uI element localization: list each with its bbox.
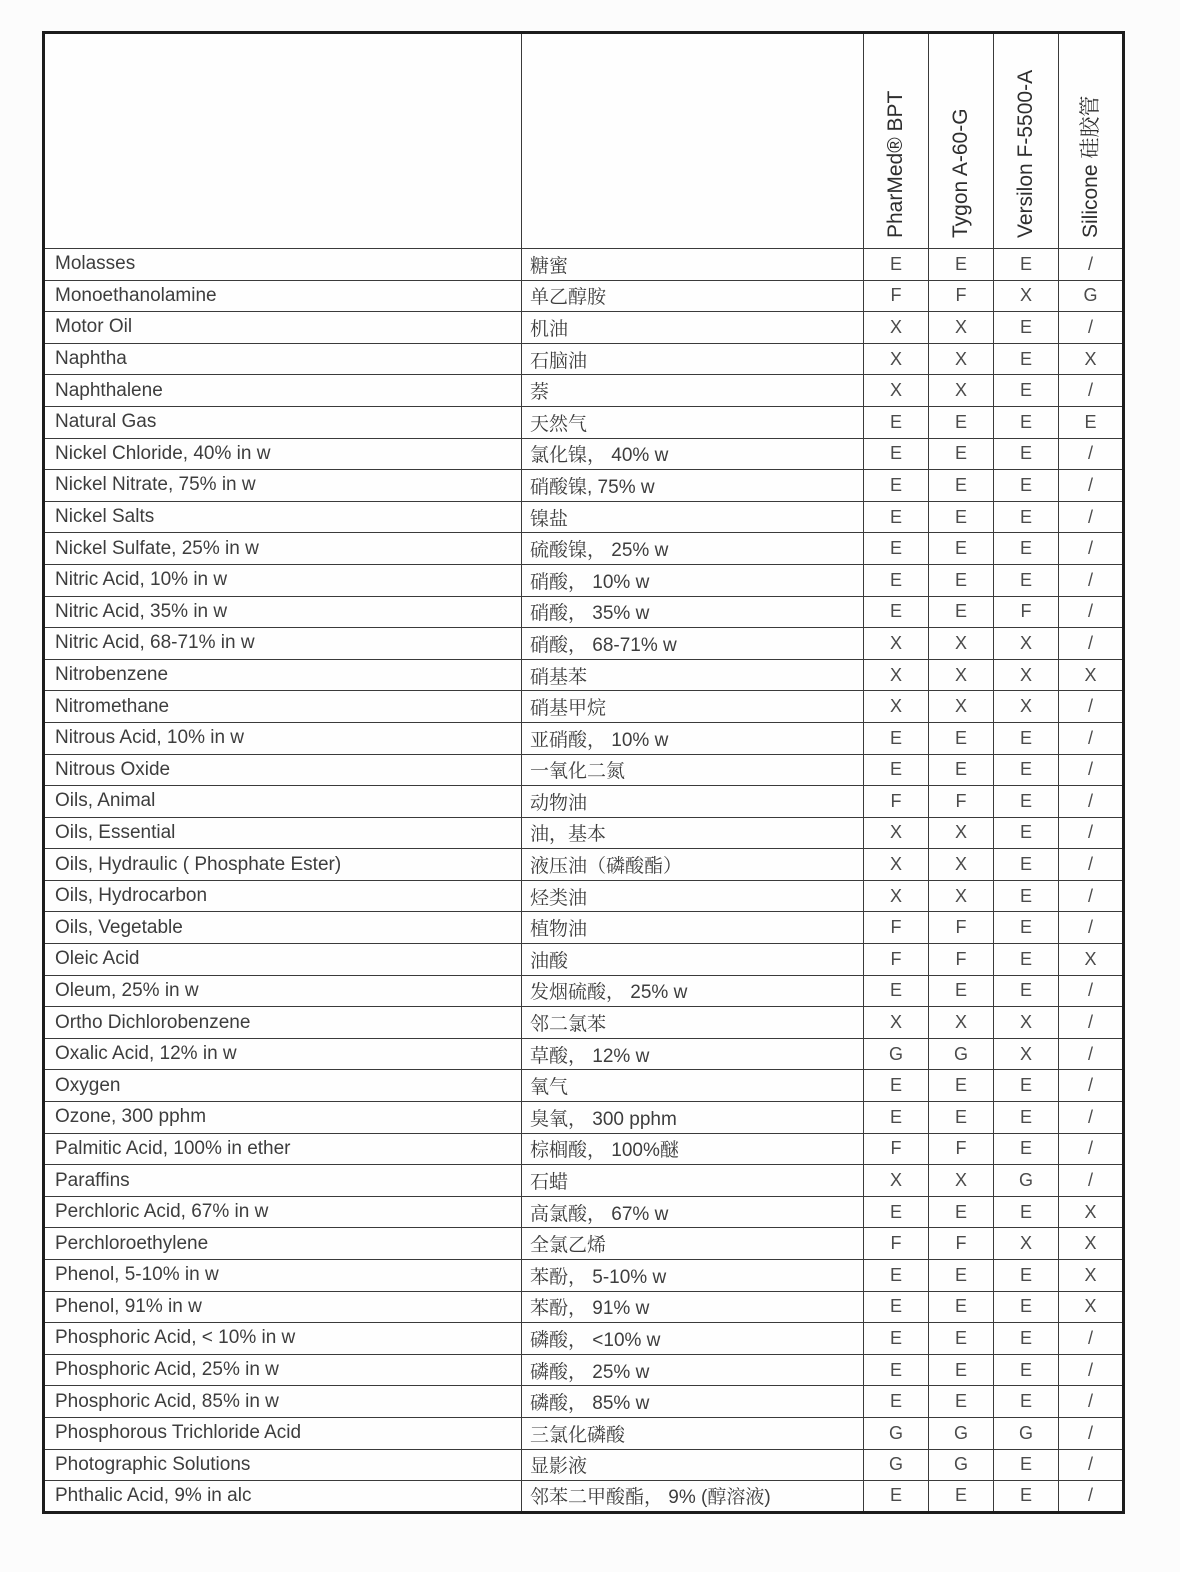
chemical-name-en: Phthalic Acid, 9% in alc <box>44 1481 522 1513</box>
rating-versilon-f-5500-a: G <box>994 1165 1059 1197</box>
chemical-name-zh: 邻苯二甲酸酯， 9% (醇溶液) <box>522 1481 864 1513</box>
chemical-name-zh: 磷酸， <10% w <box>522 1323 864 1355</box>
header-chemical-name-en <box>44 33 522 249</box>
chemical-name-zh: 液压油（磷酸酯） <box>522 849 864 881</box>
chemical-name-zh: 三氯化磷酸 <box>522 1417 864 1449</box>
rating-silicone: / <box>1059 1354 1124 1386</box>
chemical-name-zh: 邻二氯苯 <box>522 1007 864 1039</box>
rating-versilon-f-5500-a: E <box>994 1102 1059 1134</box>
rating-tygon-a-60-g: E <box>929 1481 994 1513</box>
header-material-pharmed-bpt <box>864 33 929 249</box>
rating-pharmed-bpt: X <box>864 880 929 912</box>
rating-pharmed-bpt: F <box>864 1133 929 1165</box>
rating-tygon-a-60-g: E <box>929 470 994 502</box>
chemical-name-zh: 磷酸， 25% w <box>522 1354 864 1386</box>
chemical-name-en: Phosphoric Acid, 25% in w <box>44 1354 522 1386</box>
chemical-name-zh: 镍盐 <box>522 501 864 533</box>
rating-silicone: G <box>1059 280 1124 312</box>
chemical-name-zh: 石脑油 <box>522 343 864 375</box>
rating-pharmed-bpt: E <box>864 1481 929 1513</box>
rating-silicone: / <box>1059 1007 1124 1039</box>
chemical-name-en: Nickel Salts <box>44 501 522 533</box>
rating-versilon-f-5500-a: E <box>994 1354 1059 1386</box>
chemical-name-en: Nitric Acid, 35% in w <box>44 596 522 628</box>
column-label: Tygon A-60-G <box>949 108 972 238</box>
chemical-name-zh: 一氧化二氮 <box>522 754 864 786</box>
rating-versilon-f-5500-a: E <box>994 975 1059 1007</box>
rating-versilon-f-5500-a: E <box>994 438 1059 470</box>
rating-versilon-f-5500-a: E <box>994 1449 1059 1481</box>
rating-silicone: X <box>1059 1291 1124 1323</box>
chemical-name-en: Motor Oil <box>44 312 522 344</box>
rating-pharmed-bpt: E <box>864 1386 929 1418</box>
rating-versilon-f-5500-a: E <box>994 786 1059 818</box>
rating-tygon-a-60-g: G <box>929 1449 994 1481</box>
chemical-name-zh: 动物油 <box>522 786 864 818</box>
rating-pharmed-bpt: E <box>864 470 929 502</box>
rating-pharmed-bpt: X <box>864 1165 929 1197</box>
chemical-name-en: Oils, Animal <box>44 786 522 818</box>
rating-versilon-f-5500-a: X <box>994 1228 1059 1260</box>
chemical-name-zh: 植物油 <box>522 912 864 944</box>
rating-pharmed-bpt: E <box>864 438 929 470</box>
table-row <box>44 343 1124 375</box>
rating-tygon-a-60-g: X <box>929 849 994 881</box>
chemical-name-zh: 氯化镍， 40% w <box>522 438 864 470</box>
rating-versilon-f-5500-a: E <box>994 1196 1059 1228</box>
table-row <box>44 1260 1124 1292</box>
rating-tygon-a-60-g: E <box>929 501 994 533</box>
rating-versilon-f-5500-a: G <box>994 1417 1059 1449</box>
rating-versilon-f-5500-a: E <box>994 406 1059 438</box>
header-material-tygon-a-60-g <box>929 33 994 249</box>
rating-pharmed-bpt: E <box>864 596 929 628</box>
chemical-name-zh: 硝酸， 68-71% w <box>522 628 864 660</box>
table-row <box>44 1228 1124 1260</box>
table-row <box>44 1386 1124 1418</box>
rating-pharmed-bpt: F <box>864 912 929 944</box>
chemical-compatibility-table <box>42 31 1125 1514</box>
chemical-name-en: Nitric Acid, 10% in w <box>44 564 522 596</box>
rating-versilon-f-5500-a: X <box>994 1038 1059 1070</box>
table-row <box>44 912 1124 944</box>
rating-silicone: / <box>1059 596 1124 628</box>
rating-versilon-f-5500-a: E <box>994 343 1059 375</box>
rating-silicone: / <box>1059 1323 1124 1355</box>
rating-versilon-f-5500-a: E <box>994 1386 1059 1418</box>
rating-pharmed-bpt: E <box>864 406 929 438</box>
rating-tygon-a-60-g: X <box>929 659 994 691</box>
rating-silicone: / <box>1059 754 1124 786</box>
rating-pharmed-bpt: E <box>864 1102 929 1134</box>
rating-pharmed-bpt: G <box>864 1449 929 1481</box>
rating-pharmed-bpt: G <box>864 1417 929 1449</box>
rating-silicone: / <box>1059 533 1124 565</box>
rating-silicone: / <box>1059 312 1124 344</box>
rating-pharmed-bpt: F <box>864 1228 929 1260</box>
chemical-name-en: Phosphoric Acid, 85% in w <box>44 1386 522 1418</box>
rating-versilon-f-5500-a: E <box>994 1291 1059 1323</box>
rating-pharmed-bpt: E <box>864 1354 929 1386</box>
rating-pharmed-bpt: E <box>864 249 929 281</box>
rating-versilon-f-5500-a: E <box>994 849 1059 881</box>
table-row <box>44 1070 1124 1102</box>
rating-tygon-a-60-g: E <box>929 1070 994 1102</box>
column-label: Silicone 硅胶管 <box>1078 95 1102 238</box>
rating-pharmed-bpt: X <box>864 849 929 881</box>
rating-silicone: / <box>1059 501 1124 533</box>
chemical-name-en: Perchloroethylene <box>44 1228 522 1260</box>
chemical-name-zh: 苯酚， 91% w <box>522 1291 864 1323</box>
rating-versilon-f-5500-a: X <box>994 659 1059 691</box>
chemical-name-en: Nitric Acid, 68-71% in w <box>44 628 522 660</box>
table-row <box>44 691 1124 723</box>
rating-tygon-a-60-g: F <box>929 786 994 818</box>
rating-pharmed-bpt: E <box>864 533 929 565</box>
chemical-name-zh: 全氯乙烯 <box>522 1228 864 1260</box>
chemical-name-zh: 萘 <box>522 375 864 407</box>
chemical-name-en: Ortho Dichlorobenzene <box>44 1007 522 1039</box>
rating-silicone: X <box>1059 343 1124 375</box>
table-row <box>44 280 1124 312</box>
chemical-name-zh: 油酸 <box>522 944 864 976</box>
table-row <box>44 1196 1124 1228</box>
chemical-name-en: Palmitic Acid, 100% in ether <box>44 1133 522 1165</box>
rating-pharmed-bpt: F <box>864 944 929 976</box>
chemical-name-en: Nitrous Acid, 10% in w <box>44 722 522 754</box>
rating-pharmed-bpt: E <box>864 1196 929 1228</box>
chemical-name-en: Phosphoric Acid, < 10% in w <box>44 1323 522 1355</box>
table-row <box>44 786 1124 818</box>
chemical-name-zh: 硝酸， 10% w <box>522 564 864 596</box>
chemical-name-en: Oxalic Acid, 12% in w <box>44 1038 522 1070</box>
rating-pharmed-bpt: E <box>864 722 929 754</box>
rating-tygon-a-60-g: X <box>929 375 994 407</box>
rating-tygon-a-60-g: X <box>929 312 994 344</box>
rating-tygon-a-60-g: F <box>929 1228 994 1260</box>
table-row <box>44 1038 1124 1070</box>
chemical-name-zh: 硝酸镍, 75% w <box>522 470 864 502</box>
table-row <box>44 596 1124 628</box>
chemical-name-zh: 硝基甲烷 <box>522 691 864 723</box>
chemical-name-en: Natural Gas <box>44 406 522 438</box>
header-material-silicone <box>1059 33 1124 249</box>
rating-silicone: X <box>1059 944 1124 976</box>
rating-tygon-a-60-g: E <box>929 1291 994 1323</box>
rating-silicone: / <box>1059 1102 1124 1134</box>
table-row <box>44 249 1124 281</box>
rating-versilon-f-5500-a: E <box>994 375 1059 407</box>
rating-versilon-f-5500-a: E <box>994 533 1059 565</box>
rating-tygon-a-60-g: X <box>929 343 994 375</box>
rating-tygon-a-60-g: E <box>929 1196 994 1228</box>
rating-versilon-f-5500-a: E <box>994 501 1059 533</box>
chemical-name-zh: 硝基苯 <box>522 659 864 691</box>
table-row <box>44 1007 1124 1039</box>
rating-versilon-f-5500-a: E <box>994 1260 1059 1292</box>
chemical-name-zh: 单乙醇胺 <box>522 280 864 312</box>
rating-silicone: / <box>1059 1133 1124 1165</box>
chemical-name-zh: 发烟硫酸， 25% w <box>522 975 864 1007</box>
rating-tygon-a-60-g: X <box>929 1007 994 1039</box>
chemical-name-en: Monoethanolamine <box>44 280 522 312</box>
rating-silicone: / <box>1059 975 1124 1007</box>
table-row <box>44 849 1124 881</box>
rating-versilon-f-5500-a: E <box>994 564 1059 596</box>
rating-pharmed-bpt: F <box>864 280 929 312</box>
rating-versilon-f-5500-a: E <box>994 312 1059 344</box>
table-row <box>44 564 1124 596</box>
rating-silicone: / <box>1059 691 1124 723</box>
rating-silicone: / <box>1059 564 1124 596</box>
rating-silicone: / <box>1059 1038 1124 1070</box>
rating-pharmed-bpt: E <box>864 1323 929 1355</box>
table-row <box>44 754 1124 786</box>
table-row <box>44 375 1124 407</box>
rating-tygon-a-60-g: F <box>929 1133 994 1165</box>
header-material-versilon-f-5500-a <box>994 33 1059 249</box>
rating-silicone: / <box>1059 470 1124 502</box>
rating-tygon-a-60-g: F <box>929 280 994 312</box>
rating-versilon-f-5500-a: X <box>994 280 1059 312</box>
rating-pharmed-bpt: E <box>864 1070 929 1102</box>
rating-pharmed-bpt: X <box>864 312 929 344</box>
rating-tygon-a-60-g: E <box>929 596 994 628</box>
rating-versilon-f-5500-a: E <box>994 249 1059 281</box>
chemical-name-en: Naphtha <box>44 343 522 375</box>
rating-versilon-f-5500-a: E <box>994 944 1059 976</box>
rating-versilon-f-5500-a: E <box>994 912 1059 944</box>
rating-silicone: / <box>1059 1417 1124 1449</box>
chemical-name-en: Naphthalene <box>44 375 522 407</box>
rating-versilon-f-5500-a: E <box>994 1481 1059 1513</box>
rating-pharmed-bpt: E <box>864 1260 929 1292</box>
chemical-name-zh: 石蜡 <box>522 1165 864 1197</box>
chemical-name-en: Ozone, 300 pphm <box>44 1102 522 1134</box>
rating-pharmed-bpt: X <box>864 1007 929 1039</box>
chemical-name-en: Molasses <box>44 249 522 281</box>
chemical-name-en: Perchloric Acid, 67% in w <box>44 1196 522 1228</box>
chemical-name-zh: 磷酸， 85% w <box>522 1386 864 1418</box>
chemical-name-en: Oleum, 25% in w <box>44 975 522 1007</box>
chemical-name-zh: 显影液 <box>522 1449 864 1481</box>
rating-tygon-a-60-g: X <box>929 817 994 849</box>
rating-tygon-a-60-g: E <box>929 533 994 565</box>
rating-versilon-f-5500-a: E <box>994 1323 1059 1355</box>
chemical-name-zh: 高氯酸， 67% w <box>522 1196 864 1228</box>
table-row <box>44 406 1124 438</box>
rating-silicone: / <box>1059 1481 1124 1513</box>
chemical-name-en: Oils, Hydraulic ( Phosphate Ester) <box>44 849 522 881</box>
chemical-name-en: Photographic Solutions <box>44 1449 522 1481</box>
table-row <box>44 975 1124 1007</box>
rating-tygon-a-60-g: E <box>929 722 994 754</box>
rating-silicone: / <box>1059 1165 1124 1197</box>
rating-pharmed-bpt: X <box>864 817 929 849</box>
rating-silicone: / <box>1059 880 1124 912</box>
chemical-name-zh: 臭氧， 300 pphm <box>522 1102 864 1134</box>
rating-pharmed-bpt: E <box>864 1291 929 1323</box>
chemical-name-en: Paraffins <box>44 1165 522 1197</box>
table-row <box>44 1133 1124 1165</box>
table-row <box>44 1102 1124 1134</box>
rating-silicone: / <box>1059 1070 1124 1102</box>
column-label: PharMed® BPT <box>884 90 907 238</box>
chemical-name-en: Nickel Sulfate, 25% in w <box>44 533 522 565</box>
chemical-name-en: Nickel Chloride, 40% in w <box>44 438 522 470</box>
rating-silicone: / <box>1059 912 1124 944</box>
column-label: Versilon F-5500-A <box>1014 69 1037 238</box>
chemical-name-en: Oils, Vegetable <box>44 912 522 944</box>
rating-tygon-a-60-g: E <box>929 406 994 438</box>
table-row <box>44 1165 1124 1197</box>
table-row <box>44 659 1124 691</box>
table-row <box>44 1323 1124 1355</box>
rating-silicone: / <box>1059 786 1124 818</box>
table-row <box>44 944 1124 976</box>
rating-silicone: / <box>1059 628 1124 660</box>
rating-tygon-a-60-g: E <box>929 1354 994 1386</box>
rating-tygon-a-60-g: E <box>929 249 994 281</box>
rating-pharmed-bpt: X <box>864 628 929 660</box>
rating-silicone: E <box>1059 406 1124 438</box>
rating-tygon-a-60-g: E <box>929 1260 994 1292</box>
chemical-name-en: Nitromethane <box>44 691 522 723</box>
rating-tygon-a-60-g: E <box>929 975 994 1007</box>
chemical-name-zh: 草酸， 12% w <box>522 1038 864 1070</box>
rating-pharmed-bpt: E <box>864 564 929 596</box>
header-row <box>44 33 1124 249</box>
rating-silicone: / <box>1059 817 1124 849</box>
rating-tygon-a-60-g: E <box>929 754 994 786</box>
chemical-name-zh: 硫酸镍， 25% w <box>522 533 864 565</box>
rating-tygon-a-60-g: G <box>929 1038 994 1070</box>
chemical-name-en: Oils, Essential <box>44 817 522 849</box>
rating-versilon-f-5500-a: X <box>994 691 1059 723</box>
chemical-name-zh: 天然气 <box>522 406 864 438</box>
table-row <box>44 470 1124 502</box>
chemical-name-en: Nitrobenzene <box>44 659 522 691</box>
table-row <box>44 438 1124 470</box>
rating-pharmed-bpt: X <box>864 343 929 375</box>
chemical-name-en: Nitrous Oxide <box>44 754 522 786</box>
chemical-name-zh: 棕榈酸， 100%醚 <box>522 1133 864 1165</box>
rating-silicone: / <box>1059 1449 1124 1481</box>
table-row <box>44 1291 1124 1323</box>
rating-silicone: / <box>1059 722 1124 754</box>
chemical-name-en: Oxygen <box>44 1070 522 1102</box>
rating-versilon-f-5500-a: E <box>994 722 1059 754</box>
chemical-name-zh: 机油 <box>522 312 864 344</box>
chemical-name-zh: 油，基本 <box>522 817 864 849</box>
rating-pharmed-bpt: F <box>864 786 929 818</box>
rating-tygon-a-60-g: X <box>929 880 994 912</box>
table-row <box>44 1354 1124 1386</box>
rating-tygon-a-60-g: E <box>929 1323 994 1355</box>
chemical-name-en: Oleic Acid <box>44 944 522 976</box>
rating-versilon-f-5500-a: E <box>994 817 1059 849</box>
rating-pharmed-bpt: E <box>864 754 929 786</box>
chemical-name-zh: 苯酚， 5-10% w <box>522 1260 864 1292</box>
rating-versilon-f-5500-a: E <box>994 1070 1059 1102</box>
rating-versilon-f-5500-a: E <box>994 1133 1059 1165</box>
rating-silicone: X <box>1059 1196 1124 1228</box>
table-row <box>44 1417 1124 1449</box>
chemical-name-zh: 烃类油 <box>522 880 864 912</box>
chemical-name-zh: 氧气 <box>522 1070 864 1102</box>
header-chemical-name-zh <box>522 33 864 249</box>
chemical-name-zh: 糖蜜 <box>522 249 864 281</box>
rating-pharmed-bpt: X <box>864 659 929 691</box>
rating-silicone: X <box>1059 1260 1124 1292</box>
rating-versilon-f-5500-a: E <box>994 470 1059 502</box>
rating-tygon-a-60-g: X <box>929 1165 994 1197</box>
chemical-name-zh: 亚硝酸， 10% w <box>522 722 864 754</box>
chemical-name-en: Nickel Nitrate, 75% in w <box>44 470 522 502</box>
rating-pharmed-bpt: E <box>864 501 929 533</box>
rating-pharmed-bpt: X <box>864 691 929 723</box>
rating-pharmed-bpt: X <box>864 375 929 407</box>
rating-versilon-f-5500-a: X <box>994 1007 1059 1039</box>
rating-tygon-a-60-g: E <box>929 1102 994 1134</box>
table-row <box>44 722 1124 754</box>
rating-tygon-a-60-g: E <box>929 438 994 470</box>
rating-tygon-a-60-g: F <box>929 912 994 944</box>
table-row <box>44 312 1124 344</box>
table-row <box>44 880 1124 912</box>
rating-versilon-f-5500-a: E <box>994 754 1059 786</box>
table-row <box>44 1481 1124 1513</box>
rating-silicone: / <box>1059 375 1124 407</box>
rating-silicone: / <box>1059 438 1124 470</box>
chemical-name-en: Phosphorous Trichloride Acid <box>44 1417 522 1449</box>
rating-versilon-f-5500-a: F <box>994 596 1059 628</box>
table-row <box>44 817 1124 849</box>
rating-tygon-a-60-g: E <box>929 1386 994 1418</box>
rating-tygon-a-60-g: E <box>929 564 994 596</box>
chemical-name-en: Oils, Hydrocarbon <box>44 880 522 912</box>
rating-silicone: / <box>1059 1386 1124 1418</box>
table-row <box>44 533 1124 565</box>
rating-silicone: / <box>1059 249 1124 281</box>
rating-versilon-f-5500-a: E <box>994 880 1059 912</box>
rating-tygon-a-60-g: X <box>929 628 994 660</box>
rating-tygon-a-60-g: F <box>929 944 994 976</box>
rating-silicone: / <box>1059 849 1124 881</box>
rating-tygon-a-60-g: X <box>929 691 994 723</box>
chemical-name-en: Phenol, 91% in w <box>44 1291 522 1323</box>
rating-silicone: X <box>1059 659 1124 691</box>
rating-silicone: X <box>1059 1228 1124 1260</box>
rating-pharmed-bpt: G <box>864 1038 929 1070</box>
table-row <box>44 501 1124 533</box>
rating-versilon-f-5500-a: X <box>994 628 1059 660</box>
chemical-name-zh: 硝酸， 35% w <box>522 596 864 628</box>
table-row <box>44 628 1124 660</box>
rating-pharmed-bpt: E <box>864 975 929 1007</box>
rating-tygon-a-60-g: G <box>929 1417 994 1449</box>
table-row <box>44 1449 1124 1481</box>
chemical-name-en: Phenol, 5-10% in w <box>44 1260 522 1292</box>
